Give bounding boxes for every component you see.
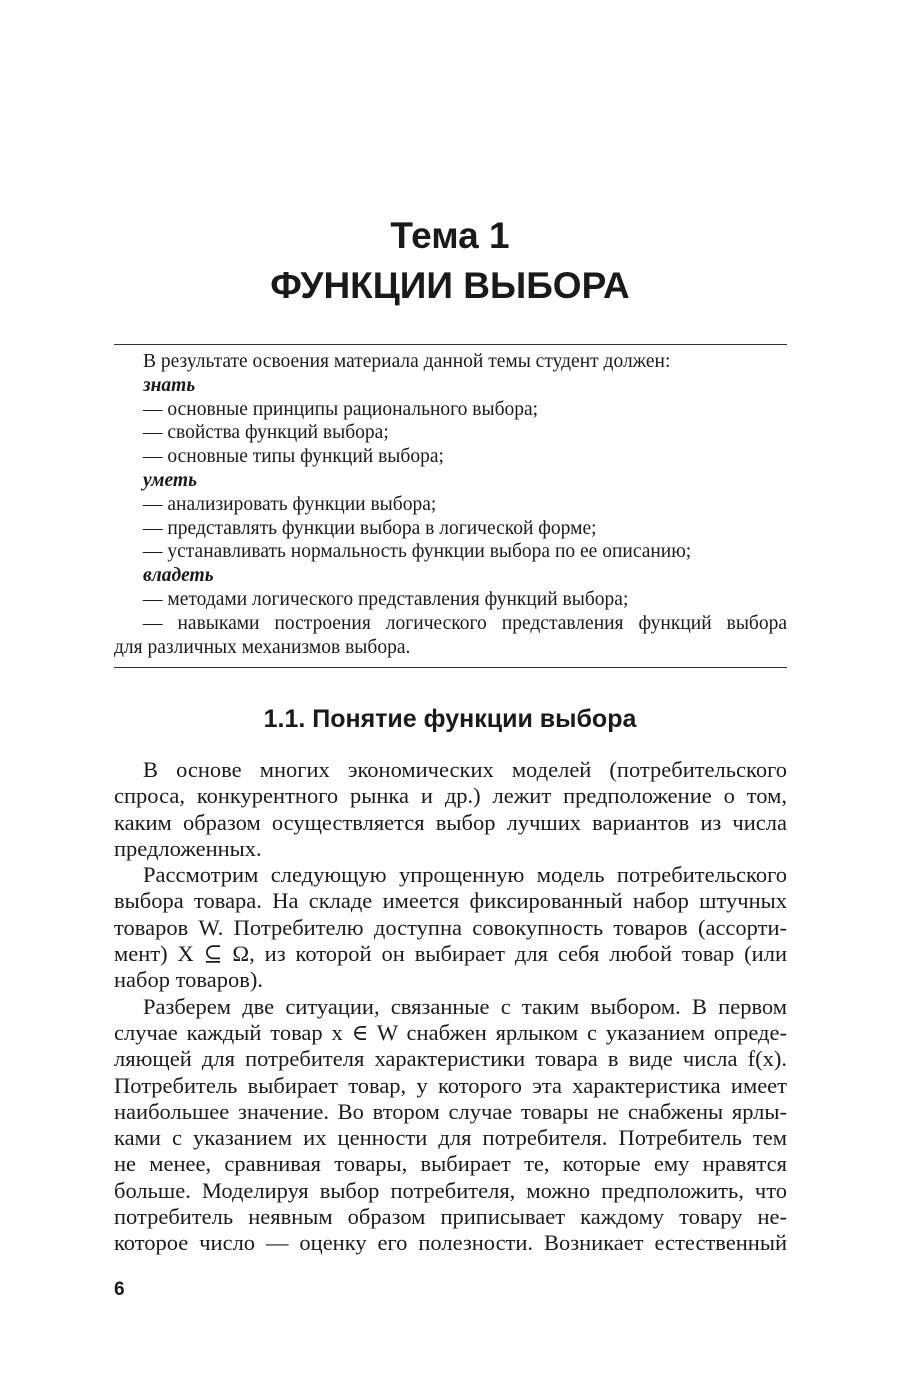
body-line: спроса, конкурентного рынка и др.) лежит предположение о том, xyxy=(114,783,787,809)
body-line: которое число — оценку его полезности. Возникает естественный xyxy=(114,1230,787,1256)
body-line: Рассмотрим следующую упрощенную модель потребительского xyxy=(143,862,787,888)
page-number: 6 xyxy=(114,1279,125,1300)
topic-number: Тема 1 xyxy=(390,215,510,256)
goals-intro: В результате освоения материала данной темы студент должен: xyxy=(143,351,671,372)
goals-label-master: владеть xyxy=(143,565,214,587)
body-line: предложенных. xyxy=(114,835,262,861)
body-text xyxy=(114,757,787,1257)
goal-item: — свойства функций выбора; xyxy=(143,422,389,444)
goal-item: — анализировать функции выбора; xyxy=(143,493,437,515)
goal-item-continuation: для различных механизмов выбора. xyxy=(114,636,411,658)
body-line: набор товаров). xyxy=(114,967,263,993)
goal-item: — представлять функции выбора в логической форме; xyxy=(143,517,597,539)
body-line: каким образом осуществляется выбор лучших вариантов из числа xyxy=(114,809,787,835)
body-line: потребитель неявным образом приписывает каждому товару не- xyxy=(114,1204,787,1230)
body-line: В основе многих экономических моделей (потребительского xyxy=(143,757,787,782)
body-line: выбора товара. На складе имеется фиксированный набор штучных xyxy=(114,888,787,914)
goal-item: — основные типы функций выбора; xyxy=(143,446,444,468)
body-line: случае каждый товар x ∈ W снабжен ярлыком с указанием опреде- xyxy=(114,1019,787,1045)
body-line: Разберем две ситуации, связанные с таким выбором. В первом xyxy=(143,993,787,1019)
body-line: ляющей для потребителя характеристики товара в виде числа f(x). xyxy=(114,1046,787,1072)
body-line: наибольшее значение. Во втором случае товары не снабжены ярлы- xyxy=(114,1098,787,1124)
body-line: товаров W. Потребителю доступна совокупность товаров (ассорти- xyxy=(114,914,787,940)
body-line: мент) X ⊆ Ω, из которой он выбирает для себя любой товар (или xyxy=(114,941,787,967)
goals-top-rule xyxy=(114,344,787,345)
body-line: не менее, сравнивая товары, выбирает те, которые ему нравятся xyxy=(114,1151,787,1177)
goal-item: — устанавливать нормальность функции выбора по ее описанию; xyxy=(143,541,692,563)
goal-item: — методами логического представления функций выбора; xyxy=(143,588,629,610)
topic-title: ФУНКЦИИ ВЫБОРА xyxy=(270,265,630,306)
body-line: ками с указанием их ценности для потребителя. Потребитель тем xyxy=(114,1125,787,1151)
goal-item: — навыками построения логического представления функций выбора xyxy=(143,612,787,634)
body-line: Потребитель выбирает товар, у которого эта характеристика имеет xyxy=(114,1072,787,1098)
body-line: больше. Моделируя выбор потребителя, можно предположить, что xyxy=(114,1177,787,1203)
learning-goals-box xyxy=(114,350,787,659)
section-title: 1.1. Понятие функции выбора xyxy=(263,705,637,733)
goals-label-know: знать xyxy=(143,374,196,396)
goal-item: — основные принципы рационального выбора; xyxy=(143,398,539,420)
goals-label-can: уметь xyxy=(143,469,198,491)
goals-bottom-rule xyxy=(114,667,787,668)
